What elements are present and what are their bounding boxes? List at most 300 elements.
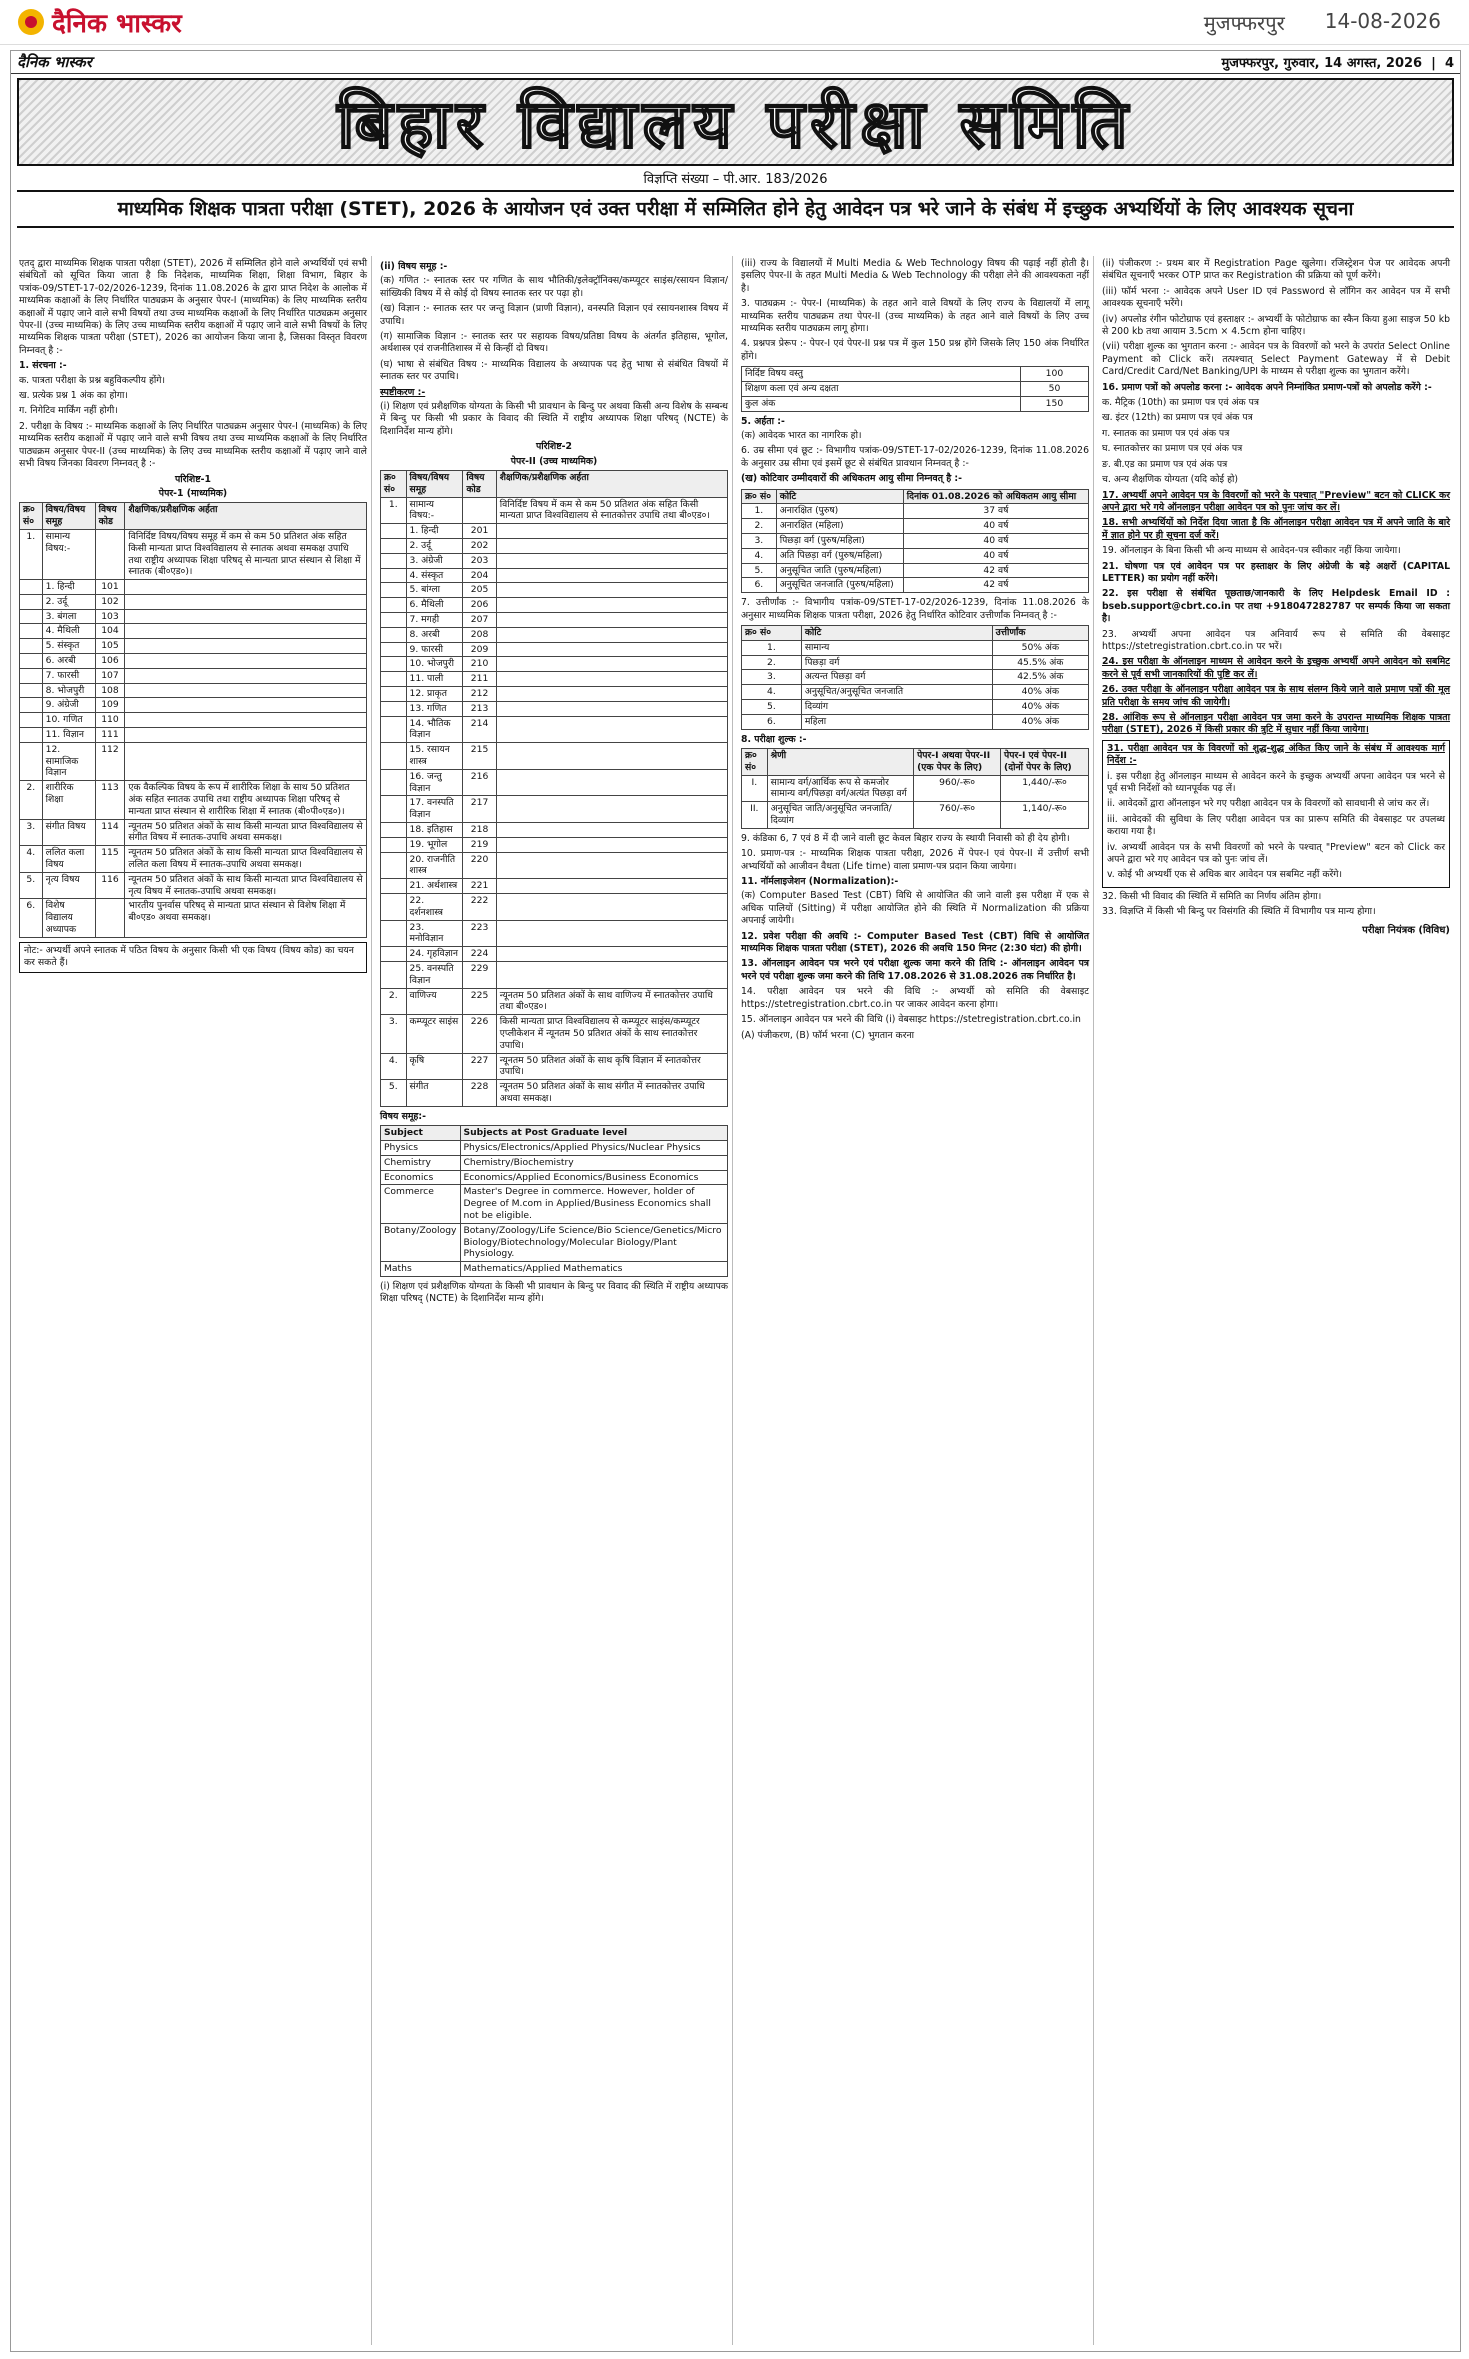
subject-group-item: (क) गणित :- स्नातक स्तर पर गणित के साथ भौतिकी/इलेक्ट्रॉनिक्स/कम्प्यूटर साइंस/रसायन विज्ञान/सांख्यिकी विषय में से कोई दो विषय स्नातक स्तर पर पढ़ा हो। bbox=[380, 275, 728, 299]
table-cell bbox=[381, 598, 407, 613]
table-row bbox=[742, 775, 1089, 802]
guideline-item: ii. आवेदकों द्वारा ऑनलाइन भरे गए परीक्षा आवेदन पत्र के विवरणों को सावधानी से जांच कर लें। bbox=[1107, 798, 1430, 810]
table-cell: न्यूनतम 50 प्रतिशत अंकों के साथ किसी मान्यता प्राप्त विश्वविद्यालय से नृत्य विषय में स्नातक-उपाधि अथवा समकक्ष। bbox=[125, 872, 367, 899]
table-cell: 202 bbox=[463, 539, 496, 554]
table-cell: 1. हिन्दी bbox=[406, 524, 463, 539]
table-cell: 2. bbox=[742, 519, 777, 534]
discrepancy-note: 33. विज्ञप्ति में किसी भी बिन्दु पर विसंगति की स्थिति में विभागीय पत्र मान्य होगा। bbox=[1102, 906, 1376, 918]
table-cell bbox=[381, 947, 407, 962]
subject-group-title: (ii) विषय समूह :- bbox=[380, 261, 448, 272]
table-cell bbox=[20, 624, 43, 639]
column-3 bbox=[739, 256, 1094, 2345]
table-cell: Physics bbox=[381, 1140, 461, 1155]
table-cell bbox=[496, 598, 727, 613]
table-cell: अति पिछड़ा वर्ग (पुरुष/महिला) bbox=[776, 548, 903, 563]
method-section: 14. परीक्षा आवेदन पत्र भरने की विधि :- अभ्यर्थी को समिति की वेबसाइट https://stetregistration.cbrt.co.in पर जाकर आवेदन करना होगा। bbox=[741, 986, 1089, 1010]
table-cell: 103 bbox=[95, 609, 125, 624]
table-cell bbox=[496, 961, 727, 988]
table-cell bbox=[381, 961, 407, 988]
table-cell: विशेष विद्यालय अध्यापक bbox=[42, 899, 95, 937]
table-cell bbox=[381, 657, 407, 672]
table-header: विषय कोड bbox=[463, 471, 496, 498]
table-header: विषय/विषय समूह bbox=[406, 471, 463, 498]
table-row bbox=[742, 802, 1089, 829]
table-cell: 3. bbox=[381, 1015, 407, 1053]
table-cell bbox=[381, 613, 407, 628]
masthead-edition: मुजफ्फरपुर, गुरुवार, 14 अगस्त, 2026 bbox=[1221, 56, 1423, 71]
paper-format-section: 4. प्रश्नपत्र प्रेरूप :- पेपर-I एवं पेपर-II प्रश्न पत्र में कुल 150 प्रश्न होंगे जिसके लिए 150 अंक निर्धारित होंगे। bbox=[741, 338, 1089, 362]
table-cell: 3. bbox=[742, 670, 802, 685]
duration-section: 12. प्रवेश परीक्षा की अवधि :- Computer Based Test (CBT) विधि से आयोजित माध्यमिक शिक्षक पात्रता परीक्षा (STET), 2026 की अवधि 150 मिनट (2:30 घंटा) की होगी। bbox=[741, 930, 1089, 955]
registration-step: (ii) पंजीकरण :- प्रथम बार में Registration Page खुलेगा। रजिस्ट्रेशन पेज पर आवेदक अपनी संबंधित सूचनाएँ भरकर OTP प्राप्त कर Registration की प्रक्रिया को पूर्ण करेंगे। bbox=[1102, 258, 1450, 282]
helpdesk-note: 22. इस परीक्षा से संबंधित पूछताछ/जानकारी के लिए Helpdesk Email ID : bseb.support@cbrt.co.in पर तथा +918047282787 पर सम्पर्क किया जा सकता है। bbox=[1102, 588, 1450, 625]
structure-item: ख. प्रत्येक प्रश्न 1 अंक का होगा। bbox=[19, 390, 128, 402]
table-cell bbox=[496, 920, 727, 947]
table-cell: 37 वर्ष bbox=[903, 504, 1088, 519]
structure-item: क. पात्रता परीक्षा के प्रश्न बहुविकल्पीय होंगे। bbox=[19, 374, 166, 386]
table-header: विषय/विषय समूह bbox=[42, 503, 95, 530]
table-cell: 6. अरबी bbox=[42, 654, 95, 669]
table-cell bbox=[381, 672, 407, 687]
table-cell: 10. गणित bbox=[42, 713, 95, 728]
annex-2-title: परिशिष्ट-2 bbox=[536, 441, 572, 453]
table-header: Subjects at Post Graduate level bbox=[460, 1126, 728, 1141]
table-header: क्र० सं० bbox=[20, 503, 43, 530]
table-cell: 6. bbox=[742, 578, 777, 593]
fee-title: 8. परीक्षा शुल्क :- bbox=[741, 733, 807, 745]
table-cell: II. bbox=[742, 802, 768, 829]
table-row bbox=[20, 713, 367, 728]
table-row bbox=[742, 670, 1089, 685]
table-row bbox=[381, 1080, 728, 1107]
table-cell bbox=[496, 823, 727, 838]
table-cell: 3. अंग्रेजी bbox=[406, 553, 463, 568]
table-cell bbox=[125, 742, 367, 780]
table-cell: सामान्य bbox=[801, 640, 992, 655]
table-cell: Commerce bbox=[381, 1185, 461, 1223]
table-row bbox=[381, 642, 728, 657]
table-row bbox=[381, 1223, 728, 1261]
table-cell bbox=[381, 701, 407, 716]
table-cell: न्यूनतम 50 प्रतिशत अंकों के साथ वाणिज्य में स्नातकोत्तर उपाधि तथा बी०एड०। bbox=[496, 988, 727, 1015]
table-row bbox=[381, 947, 728, 962]
subject-group-item: (ग) सामाजिक विज्ञान :- स्नातक स्तर पर सहायक विषय/प्रतिष्ठा विषय के अंतर्गत इतिहास, भूगोल, अर्थशास्त्र एवं राजनीतिशास्त्र में से किन्हीं दो विषय। bbox=[380, 331, 728, 355]
table-cell: 221 bbox=[463, 879, 496, 894]
table-cell: 9. फारसी bbox=[406, 642, 463, 657]
table-cell bbox=[463, 497, 496, 524]
table-cell: 229 bbox=[463, 961, 496, 988]
table-cell: सामान्य विषय:- bbox=[406, 497, 463, 524]
table-cell: एक वैकल्पिक विषय के रूप में शारीरिक शिक्षा के साथ 50 प्रतिशत अंक सहित स्नातक उपाधि तथा राष्ट्रीय अध्यापक शिक्षा परिषद् से मान्यता प्राप्त संस्थान से शारीरिक शिक्षा में स्नातक (बी०पी०एड०)। bbox=[125, 781, 367, 819]
table-cell: 201 bbox=[463, 524, 496, 539]
age-limit-table bbox=[741, 489, 1089, 594]
table-cell: 1,440/-रू० bbox=[1001, 775, 1089, 802]
table-row bbox=[20, 742, 367, 780]
table-cell bbox=[20, 654, 43, 669]
signature-block: परीक्षा नियंत्रक (विविध) bbox=[1362, 924, 1450, 936]
table-cell: 1. bbox=[742, 504, 777, 519]
table-cell bbox=[496, 769, 727, 796]
table-cell: 11. पाली bbox=[406, 672, 463, 687]
table-cell: सामान्य वर्ग/आर्थिक रूप से कमजोर सामान्य वर्ग/पिछड़ा वर्ग/अत्यंत पिछड़ा वर्ग bbox=[767, 775, 913, 802]
table-cell: 216 bbox=[463, 769, 496, 796]
table-cell bbox=[20, 594, 43, 609]
table-cell bbox=[496, 553, 727, 568]
table-cell: 4. bbox=[20, 846, 43, 873]
table-cell: 102 bbox=[95, 594, 125, 609]
table-cell: 15. रसायन शास्त्र bbox=[406, 743, 463, 770]
table-cell: 17. वनस्पति विज्ञान bbox=[406, 796, 463, 823]
table-cell: 205 bbox=[463, 583, 496, 598]
table-cell: महिला bbox=[801, 714, 992, 729]
table-cell: 960/-रू० bbox=[914, 775, 1001, 802]
section-structure-title: 1. संरचना :- bbox=[19, 360, 67, 372]
table-cell: 104 bbox=[95, 624, 125, 639]
column-2 bbox=[378, 256, 733, 2345]
table-cell bbox=[381, 583, 407, 598]
paper-1-subject-table bbox=[19, 502, 367, 938]
table-cell: 1. bbox=[20, 529, 43, 579]
table-cell: I. bbox=[742, 775, 768, 802]
table-cell: 7. फारसी bbox=[42, 668, 95, 683]
table-cell: 2. bbox=[742, 655, 802, 670]
table-cell bbox=[496, 642, 727, 657]
guideline-item: i. इस परीक्षा हेतु ऑनलाइन माध्यम से आवेदन करने के इच्छुक अभ्यर्थी अपना आवेदन पत्र भरने से पूर्व सभी निर्देशों को ध्यानपूर्वक पढ़ लें। bbox=[1107, 770, 1445, 795]
table-cell: वाणिज्य bbox=[406, 988, 463, 1015]
table-cell: 6. bbox=[742, 714, 802, 729]
table-cell: 45.5% अंक bbox=[992, 655, 1088, 670]
table-cell: 24. गृहविज्ञान bbox=[406, 947, 463, 962]
table-row bbox=[381, 961, 728, 988]
table-cell: अनुसूचित जनजाति (पुरुष/महिला) bbox=[776, 578, 903, 593]
page-masthead: दैनिक भास्कर मुजफ्फरपुर, गुरुवार, 14 अगस्त, 2026 | 4 bbox=[11, 51, 1460, 74]
table-row bbox=[742, 519, 1089, 534]
table-row bbox=[381, 920, 728, 947]
table-cell: 16. जन्तु विज्ञान bbox=[406, 769, 463, 796]
table-cell bbox=[496, 568, 727, 583]
table-cell: सामान्य विषय:- bbox=[42, 529, 95, 579]
table-row bbox=[20, 529, 367, 579]
table-cell: 219 bbox=[463, 837, 496, 852]
column-2-tail: (i) शिक्षण एवं प्रशैक्षणिक योग्यता के किसी भी प्रावधान के बिन्दु पर विवाद की स्थिति में राष्ट्रीय अध्यापक शिक्षा परिषद् (NCTE) के दिशानिर्देश मान्य होंगे। bbox=[380, 1280, 728, 1305]
table-cell bbox=[496, 524, 727, 539]
table-cell bbox=[125, 594, 367, 609]
pg-subject-table bbox=[380, 1125, 728, 1277]
table-row bbox=[20, 594, 367, 609]
table-cell bbox=[496, 947, 727, 962]
table-cell bbox=[125, 728, 367, 743]
preview-instruction: 17. अभ्यर्थी अपने आवेदन पत्र के विवरणों को भरने के पश्चात् "Preview" बटन को CLICK कर अपने द्वारा भरे गये ऑनलाइन परीक्षा आवेदन पत्र को पुनः जांच कर लें। bbox=[1102, 489, 1450, 513]
table-cell: 203 bbox=[463, 553, 496, 568]
table-cell: 22. दर्शनशास्त्र bbox=[406, 894, 463, 921]
table-cell bbox=[381, 524, 407, 539]
table-cell bbox=[381, 852, 407, 879]
relaxation-section: 9. कंडिका 6, 7 एवं 8 में दी जाने वाली छूट केवल बिहार राज्य के स्थायी निवासी को ही देय होगी। bbox=[741, 832, 1070, 844]
table-row bbox=[381, 879, 728, 894]
table-cell: शारीरिक शिक्षा bbox=[42, 781, 95, 819]
table-cell bbox=[381, 627, 407, 642]
table-row bbox=[381, 796, 728, 823]
table-cell bbox=[95, 529, 125, 579]
table-row bbox=[20, 683, 367, 698]
subject-group-item: (घ) भाषा से संबंधित विषय :- माध्यमिक विद्यालय के अध्यापक पद हेतु भाषा से संबंधित विषयों में स्नातक स्तर पर उपाधि। bbox=[380, 358, 728, 383]
table-cell bbox=[20, 683, 43, 698]
table-cell: 9. अंग्रेजी bbox=[42, 698, 95, 713]
table-cell bbox=[125, 580, 367, 595]
publisher-logo[interactable] bbox=[18, 4, 182, 40]
steps-list: (A) पंजीकरण, (B) फॉर्म भरना (C) भुगतान करना bbox=[741, 1029, 915, 1041]
table-cell: 13. गणित bbox=[406, 701, 463, 716]
annex-1-subtitle: पेपर-1 (माध्यमिक) bbox=[158, 487, 228, 499]
table-cell: 5. बांग्ला bbox=[406, 583, 463, 598]
table-cell: Economics bbox=[381, 1170, 461, 1185]
masthead-page-number: 4 bbox=[1444, 56, 1454, 71]
table-row bbox=[381, 743, 728, 770]
table-cell: किसी मान्यता प्राप्त विश्वविद्यालय से कम्प्यूटर साइंस/कम्प्यूटर एप्लीकेशन में न्यूनतम 50 प्रतिशत अंकों के साथ स्नातकोत्तर उपाधि। bbox=[496, 1015, 727, 1053]
table-cell: अनारक्षित (महिला) bbox=[776, 519, 903, 534]
table-cell bbox=[496, 796, 727, 823]
table-cell bbox=[496, 672, 727, 687]
table-cell: नृत्य विषय bbox=[42, 872, 95, 899]
table-cell: 223 bbox=[463, 920, 496, 947]
table-cell bbox=[20, 728, 43, 743]
clarification-title: स्पष्टीकरण :- bbox=[380, 386, 426, 398]
table-cell bbox=[125, 713, 367, 728]
table-cell: 212 bbox=[463, 687, 496, 702]
table-cell: 40 वर्ष bbox=[903, 519, 1088, 534]
marks-table bbox=[741, 366, 1089, 411]
table-cell: Maths bbox=[381, 1262, 461, 1277]
table-row bbox=[381, 769, 728, 796]
table-cell bbox=[381, 769, 407, 796]
table-cell bbox=[381, 539, 407, 554]
eligibility-text: (क) आवेदक भारत का नागरिक हो। bbox=[741, 430, 862, 442]
table-cell: 2. उर्दू bbox=[406, 539, 463, 554]
table-row bbox=[381, 701, 728, 716]
table-cell: Economics/Applied Economics/Business Economics bbox=[460, 1170, 728, 1185]
table-cell: 7. मगही bbox=[406, 613, 463, 628]
table-cell: 209 bbox=[463, 642, 496, 657]
table-cell: 12. प्राकृत bbox=[406, 687, 463, 702]
table-cell: Chemistry bbox=[381, 1155, 461, 1170]
table-header: कोटि bbox=[776, 489, 903, 504]
table-cell bbox=[496, 657, 727, 672]
table-cell bbox=[381, 879, 407, 894]
table-cell: 115 bbox=[95, 846, 125, 873]
table-cell bbox=[381, 553, 407, 568]
table-cell bbox=[20, 668, 43, 683]
table-cell bbox=[496, 716, 727, 743]
table-cell bbox=[381, 920, 407, 947]
capital-letter-note: 21. घोषणा पत्र एवं आवेदन पत्र पर हस्ताक्षर के लिए अंग्रेजी के बड़े अक्षरों (CAPITAL LETTER) का प्रयोग नहीं करेंगे। bbox=[1102, 560, 1450, 584]
table-cell: 215 bbox=[463, 743, 496, 770]
table-header: क्र० सं० bbox=[381, 471, 407, 498]
table-cell: न्यूनतम 50 प्रतिशत अंकों के साथ किसी मान्यता प्राप्त विश्वविद्यालय से संगीत विषय में स्नातक-उपाधि अथवा समकक्ष। bbox=[125, 819, 367, 846]
table-cell: संगीत bbox=[406, 1080, 463, 1107]
table-row bbox=[742, 396, 1089, 411]
table-row bbox=[381, 497, 728, 524]
table-cell: 6. bbox=[20, 899, 43, 937]
table-cell: 20. राजनीति शास्त्र bbox=[406, 852, 463, 879]
pg-subject-group-title: विषय समूह:- bbox=[380, 1110, 426, 1122]
table-cell: 4. bbox=[381, 1053, 407, 1080]
table-cell: 1. हिन्दी bbox=[42, 580, 95, 595]
table-cell: 18. इतिहास bbox=[406, 823, 463, 838]
table-row bbox=[381, 657, 728, 672]
table-cell: भारतीय पुनर्वास परिषद् से मान्यता प्राप्त संस्थान से विशेष शिक्षा में बी०एड० अथवा समकक्ष। bbox=[125, 899, 367, 937]
table-cell: 107 bbox=[95, 668, 125, 683]
table-cell: 228 bbox=[463, 1080, 496, 1107]
table-cell: अत्यन्त पिछड़ा वर्ग bbox=[801, 670, 992, 685]
table-cell: कम्प्यूटर साइंस bbox=[406, 1015, 463, 1053]
table-cell: 210 bbox=[463, 657, 496, 672]
table-header: शैक्षणिक/प्रशैक्षणिक अर्हता bbox=[496, 471, 727, 498]
table-cell: 222 bbox=[463, 894, 496, 921]
table-cell bbox=[496, 743, 727, 770]
table-cell: 214 bbox=[463, 716, 496, 743]
table-row bbox=[20, 872, 367, 899]
table-cell: 208 bbox=[463, 627, 496, 642]
table-cell bbox=[125, 639, 367, 654]
table-cell: पिछड़ा वर्ग bbox=[801, 655, 992, 670]
paper-2-subject-table bbox=[380, 470, 728, 1107]
document-item: ङ. बी.एड का प्रमाण पत्र एवं अंक पत्र bbox=[1102, 458, 1228, 470]
table-row bbox=[742, 367, 1089, 382]
document-item: क. मैट्रिक (10th) का प्रमाण पत्र एवं अंक पत्र bbox=[1102, 397, 1260, 409]
table-cell: 3. बंगला bbox=[42, 609, 95, 624]
table-row bbox=[381, 1140, 728, 1155]
table-cell bbox=[381, 568, 407, 583]
table-cell: अनुसूचित/अनुसूचित जनजाति bbox=[801, 685, 992, 700]
table-cell: अनुसूचित जाति/अनुसूचित जनजाति/दिव्यांग bbox=[767, 802, 913, 829]
table-row bbox=[381, 1053, 728, 1080]
table-cell: 42 वर्ष bbox=[903, 563, 1088, 578]
table-cell bbox=[381, 894, 407, 921]
table-cell bbox=[381, 796, 407, 823]
table-row bbox=[381, 1155, 728, 1170]
table-cell bbox=[125, 668, 367, 683]
table-cell: 42.5% अंक bbox=[992, 670, 1088, 685]
table-row bbox=[742, 640, 1089, 655]
table-cell: 110 bbox=[95, 713, 125, 728]
guideline-item: iv. अभ्यर्थी आवेदन पत्र के सभी विवरणों को भरने के पश्चात् "Preview" बटन को Click कर अपने द्वारा भरे गए आवेदन पत्र को पुनः जांच लें। bbox=[1107, 841, 1445, 866]
table-cell: Botany/Zoology bbox=[381, 1223, 461, 1261]
form-fill-step: (iii) फॉर्म भरना :- आवेदक अपने User ID एवं Password से लॉगिन कर आवेदन पत्र में सभी आवश्यक सूचनाएँ भरेंगे। bbox=[1102, 285, 1450, 310]
table-cell bbox=[496, 583, 727, 598]
notice-headline: माध्यमिक शिक्षक पात्रता परीक्षा (STET), 2026 के आयोजन एवं उक्त परीक्षा में सम्मिलित होने हेतु आवेदन पत्र भरे जाने के संबंध में इच्छुक अभ्यर्थियों के लिए आवश्यक सूचना bbox=[17, 190, 1454, 228]
table-cell: 4. bbox=[742, 685, 802, 700]
normalization-title: 11. नॉर्मलाइजेशन (Normalization):- bbox=[741, 876, 899, 888]
table-cell: 5. bbox=[381, 1080, 407, 1107]
advert-title-band bbox=[17, 78, 1454, 166]
table-row bbox=[20, 819, 367, 846]
annex-1-title: परिशिष्ट-1 bbox=[175, 473, 211, 485]
table-cell bbox=[381, 837, 407, 852]
notice-number: विज्ञप्ति संख्या – पी.आर. 183/2026 bbox=[643, 172, 828, 187]
table-cell: Master's Degree in commerce. However, holder of Degree of M.com in Applied/Business Economics shall not be eligible. bbox=[460, 1185, 728, 1223]
table-cell bbox=[381, 716, 407, 743]
guideline-item: iii. आवेदकों की सुविधा के लिए परीक्षा आवेदन पत्र का प्रारूप समिति की वेबसाइट पर उपलब्ध कराया गया है। bbox=[1107, 813, 1445, 838]
table-cell bbox=[125, 698, 367, 713]
table-cell: 5. bbox=[742, 700, 802, 715]
table-cell bbox=[20, 609, 43, 624]
table-cell: 50 bbox=[1020, 382, 1088, 397]
table-cell: 227 bbox=[463, 1053, 496, 1080]
document-item: च. अन्य शैक्षणिक योग्यता (यदि कोई हो) bbox=[1102, 474, 1239, 486]
table-cell: 12. सामाजिक विज्ञान bbox=[42, 742, 95, 780]
table-cell bbox=[125, 609, 367, 624]
table-cell: 40 वर्ष bbox=[903, 548, 1088, 563]
table-cell: 50% अंक bbox=[992, 640, 1088, 655]
table-row bbox=[20, 580, 367, 595]
advert-title: बिहार विद्यालय परीक्षा समिति bbox=[337, 85, 1134, 163]
table-cell: 40 वर्ष bbox=[903, 534, 1088, 549]
table-cell: 5. bbox=[742, 563, 777, 578]
no-correction-note: 28. आंशिक रूप से ऑनलाइन परीक्षा आवेदन पत्र जमा करने के उपरान्त माध्यमिक शिक्षक पात्रता परीक्षा (STET), 2026 में किसी प्रकार की त्रुटि में सुधार नहीं किया जायेगा। bbox=[1102, 712, 1450, 736]
table-row bbox=[742, 655, 1089, 670]
table-cell: पिछड़ा वर्ग (पुरुष/महिला) bbox=[776, 534, 903, 549]
annex-2-subtitle: पेपर-II (उच्च माध्यमिक) bbox=[510, 455, 598, 467]
table-cell bbox=[496, 539, 727, 554]
city-label[interactable]: मुजफ्फरपुर bbox=[1203, 10, 1285, 35]
table-cell: 10. भोजपुरी bbox=[406, 657, 463, 672]
table-row bbox=[381, 1262, 728, 1277]
syllabus-section: 3. पाठ्यक्रम :- पेपर-I (माध्यमिक) के तहत आने वाले विषयों के लिए राज्य के विद्यालयों में लागू माध्यमिक स्तरीय पाठ्यक्रम तथा पेपर-II (उच्च माध्यमिक) के तहत आने वाले विषयों के लिए उच्च माध्यमिक स्तरीय पाठ्यक्रम लागू होगा। bbox=[741, 298, 1089, 335]
dispute-note: 32. किसी भी विवाद की स्थिति में समिति का निर्णय अंतिम होगा। bbox=[1102, 890, 1322, 902]
table-cell bbox=[496, 701, 727, 716]
table-header: क्र० सं० bbox=[742, 626, 802, 641]
table-row bbox=[20, 624, 367, 639]
table-cell: 4. bbox=[742, 548, 777, 563]
table-cell bbox=[20, 580, 43, 595]
table-row bbox=[742, 504, 1089, 519]
table-cell: 218 bbox=[463, 823, 496, 838]
steps-section: 15. ऑनलाइन आवेदन पत्र भरने की विधि (i) वेबसाइट https://stetregistration.cbrt.co.in bbox=[741, 1014, 1081, 1026]
table-cell: 213 bbox=[463, 701, 496, 716]
table-cell: 220 bbox=[463, 852, 496, 879]
table-row bbox=[742, 578, 1089, 593]
subject-group-item: (ख) विज्ञान :- स्नातक स्तर पर जन्तु विज्ञान (प्राणी विज्ञान), वनस्पति विज्ञान एवं रसायनशास्त्र विषय में उपाधि। bbox=[380, 303, 728, 327]
table-row bbox=[381, 852, 728, 879]
column-4 bbox=[1100, 256, 1454, 2345]
date-label[interactable]: 14-08-2026 bbox=[1324, 8, 1441, 33]
table-cell: 113 bbox=[95, 781, 125, 819]
intro-paragraph: एतद् द्वारा माध्यमिक शिक्षक पात्रता परीक्षा (STET), 2026 में सम्मिलित होने वाले अभ्यर्थियों एवं सभी संबंधितों को सूचित किया जाता है कि निदेशक, माध्यमिक शिक्षा, शिक्षा विभाग, बिहार के पत्रांक-09/STET-17-02/2026-1239, दिनांक 11.08.2026 के द्वारा प्राप्त निदेश के आलोक में माध्यमिक कक्षाओं के लिए निर्धारित पाठ्यक्रम के अनुसार पेपर-I (माध्यमिक) के लिए माध्यमिक स्तरीय कक्षाओं में पढ़ाए जाने वाले सभी विषयों तथा उच्च माध्यमिक कक्षाओं के लिए निर्धारित पाठ्यक्रम अनुसार पेपर-II (उच्च माध्यमिक) के लिए उच्च माध्यमिक स्तरीय कक्षाओं में पढ़ाए जाने वाले सभी विषयों के लिए माध्यमिक शिक्षक पात्रता परीक्षा (STET), 2026 का आयोजन किया जाना है, जिसका विस्तृत विवरण निम्नवत् है :- bbox=[19, 258, 367, 356]
table-header: पेपर-I एवं पेपर-II (दोनों पेपर के लिए) bbox=[1001, 749, 1089, 776]
online-only-note: 19. ऑनलाइन के बिना किसी भी अन्य माध्यम से आवेदन-पत्र स्वीकार नहीं किया जायेगा। bbox=[1102, 545, 1401, 557]
table-cell bbox=[125, 624, 367, 639]
table-header: पेपर-I अथवा पेपर-II (एक पेपर के लिए) bbox=[914, 749, 1001, 776]
table-cell: 225 bbox=[463, 988, 496, 1015]
table-cell: Botany/Zoology/Life Science/Bio Science/Genetics/Micro Biology/Biotechnology/Molecular Biology/Plant Physiology. bbox=[460, 1223, 728, 1261]
table-cell: 5. bbox=[20, 872, 43, 899]
table-cell bbox=[381, 743, 407, 770]
table-cell: 6. मैथिली bbox=[406, 598, 463, 613]
sun-logo-icon bbox=[18, 9, 44, 35]
note-box: नोट:- अभ्यर्थी अपने स्नातक में पठित विषय के अनुसार किसी भी एक विषय (विषय कोड) का चयन कर सकते हैं। bbox=[19, 942, 367, 973]
document-item: ग. स्नातक का प्रमाण पत्र एवं अंक पत्र bbox=[1102, 427, 1230, 439]
table-cell: 2. उर्दू bbox=[42, 594, 95, 609]
certificate-section: 10. प्रमाण-पत्र :- माध्यमिक शिक्षक पात्रता परीक्षा, 2026 में पेपर-I एवं पेपर-II में उत्तीर्ण सभी अभ्यर्थियों को आजीवन वैधता (Life time) वाला प्रमाण-पत्र प्रदान किया जायेगा। bbox=[741, 848, 1089, 872]
table-cell: न्यूनतम 50 प्रतिशत अंकों के साथ किसी मान्यता प्राप्त विश्वविद्यालय से ललित कला विषय में स्नातक-उपाधि अथवा समकक्ष। bbox=[125, 846, 367, 873]
newspaper-page bbox=[10, 50, 1461, 2352]
document-item: ख. इंटर (12th) का प्रमाण पत्र एवं अंक पत्र bbox=[1102, 412, 1253, 424]
table-row bbox=[381, 1015, 728, 1053]
table-cell: 21. अर्थशास्त्र bbox=[406, 879, 463, 894]
table-header: शैक्षणिक/प्रशैक्षणिक अर्हता bbox=[125, 503, 367, 530]
table-row bbox=[20, 846, 367, 873]
table-cell: 1. bbox=[742, 640, 802, 655]
